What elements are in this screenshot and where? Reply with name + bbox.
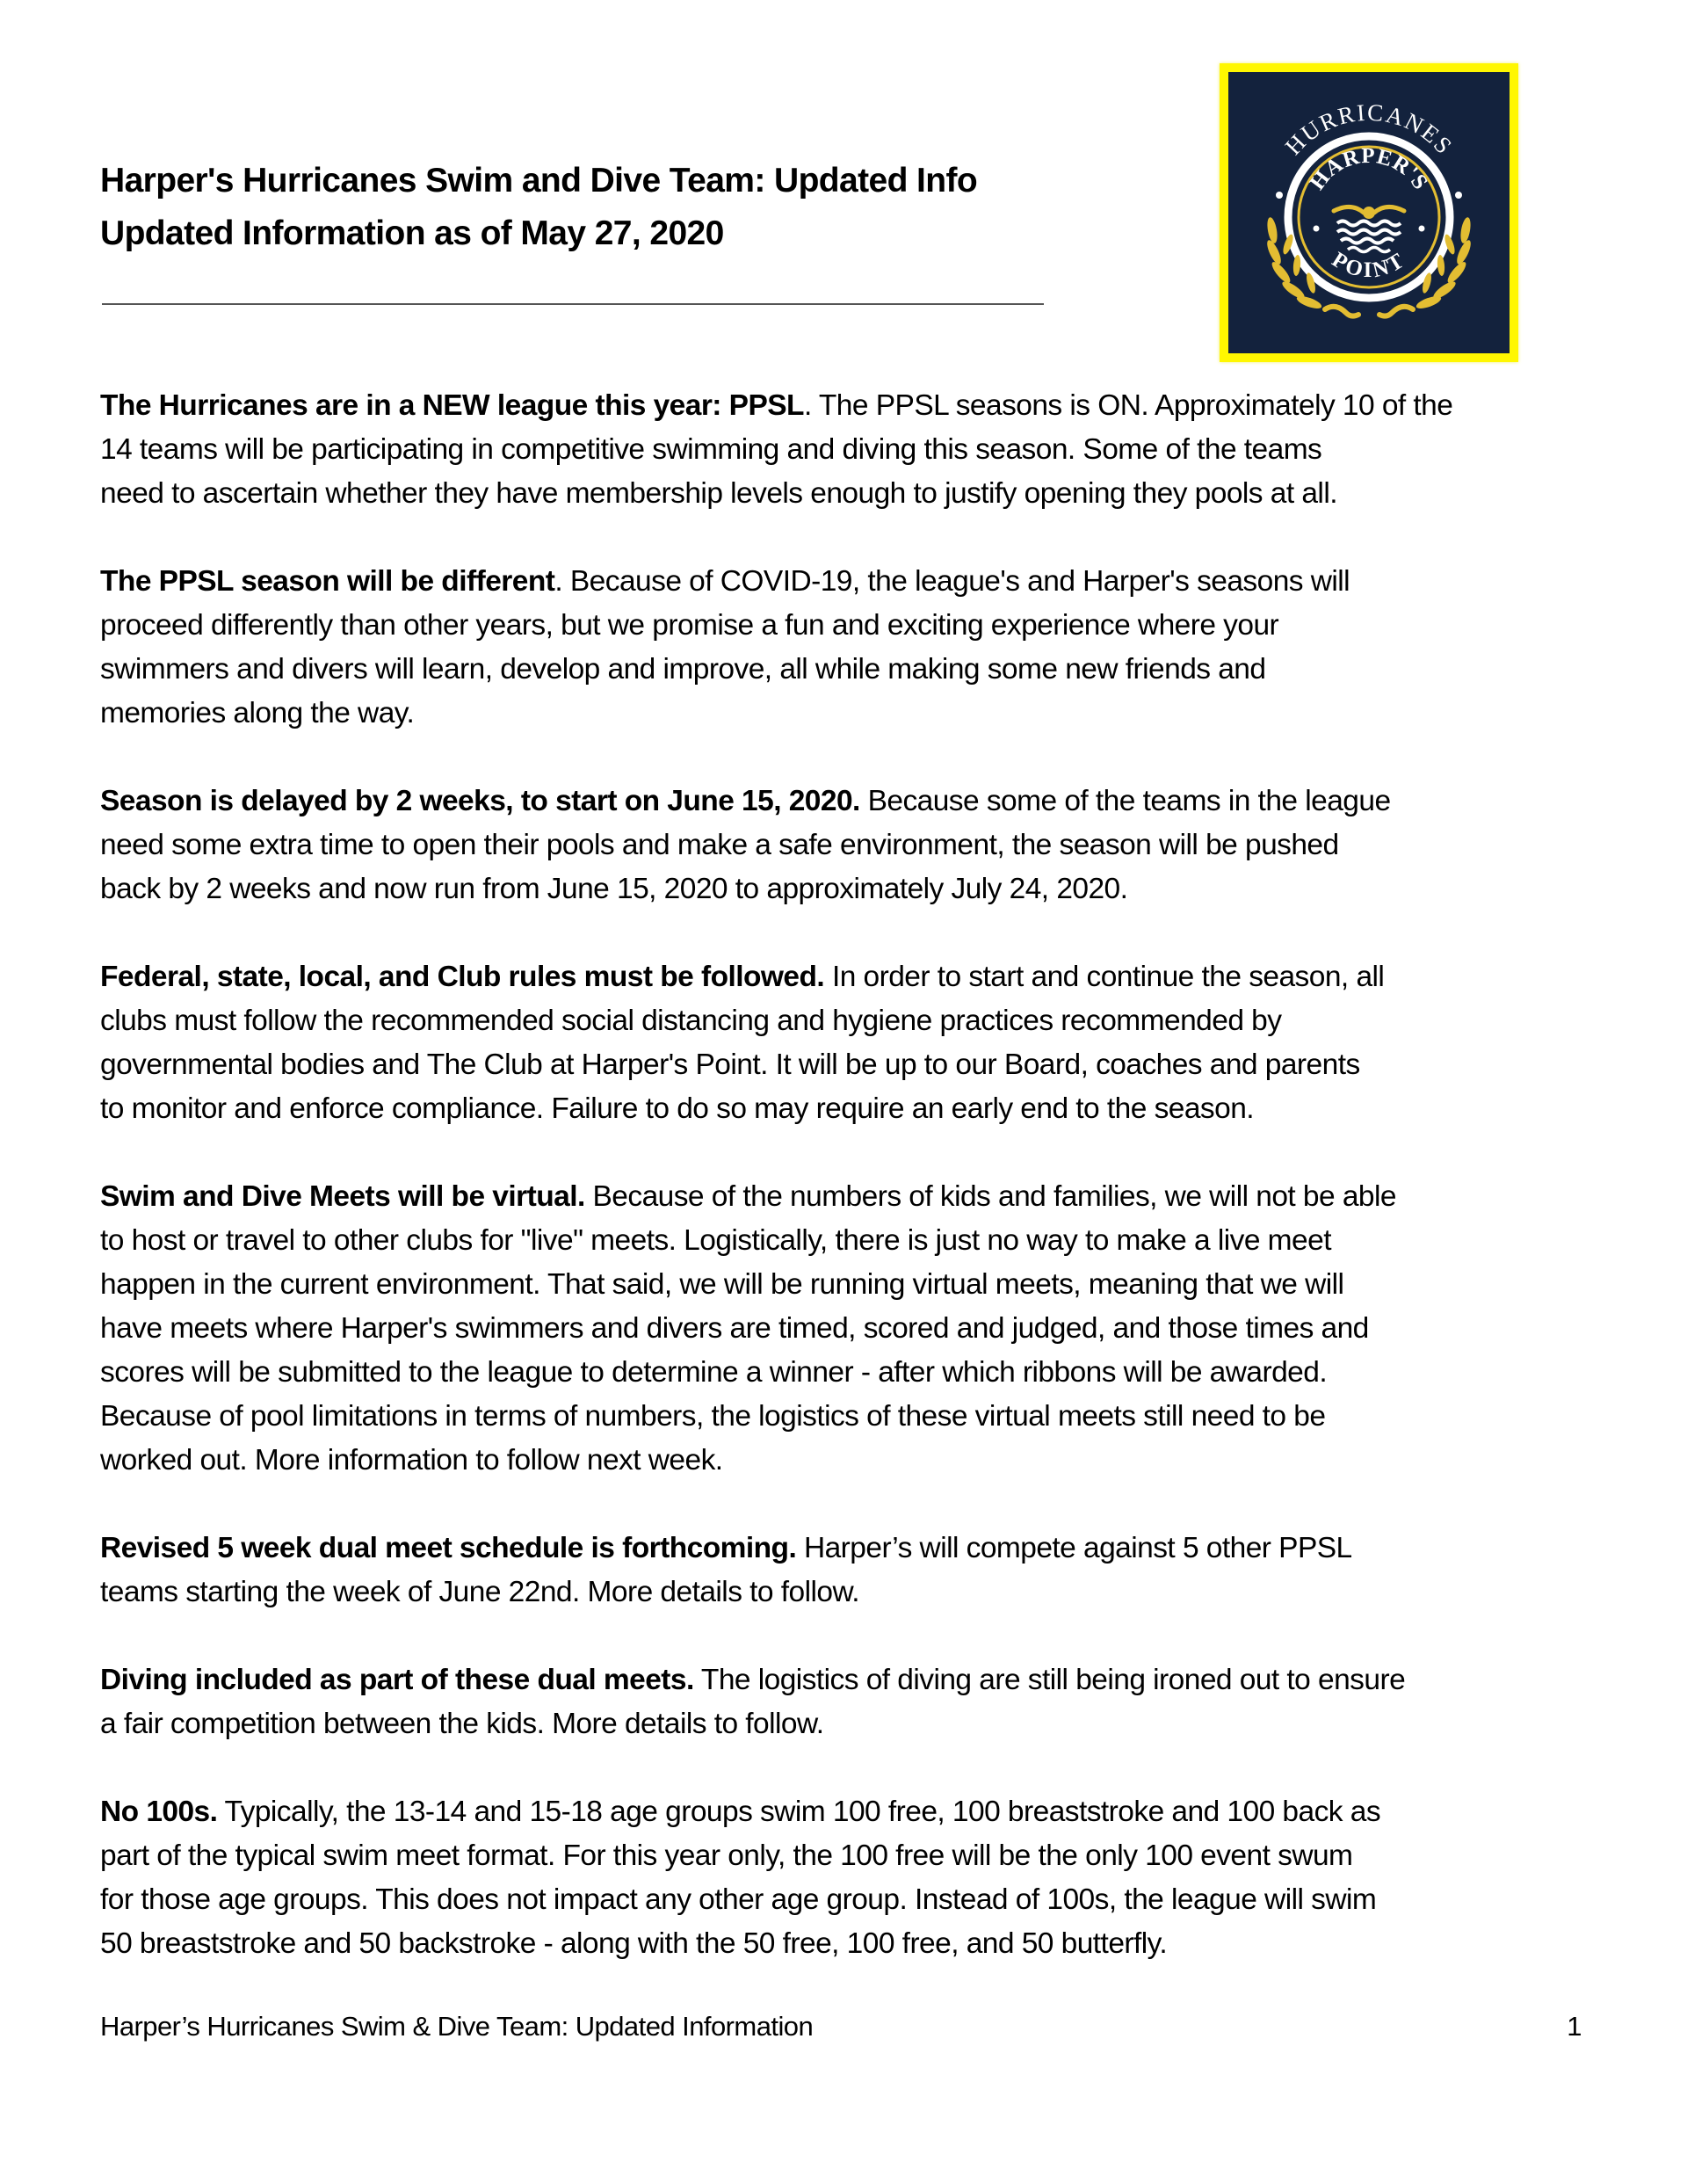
hurricanes-crest-icon [1228,72,1510,353]
paragraph-heading: Swim and Dive Meets will be virtual. [100,1180,585,1213]
text-line: swimmers and divers will learn, develop and improve, all while making some new friends and [100,653,1266,686]
text-line: part of the typical swim meet format. For this year only, the 100 free will be the only 100 event swum [100,1839,1353,1872]
paragraph-heading: The Hurricanes are in a NEW league this year: PPSL [100,389,804,422]
svg-text:POINT: POINT [1328,247,1410,283]
text-line: a fair competition between the kids. More details to follow. [100,1708,824,1740]
text-line: need some extra time to open their pools and make a safe environment, the season will be pushed [100,829,1339,861]
text-line: scores will be submitted to the league to determine a winner - after which ribbons will be awarded. [100,1356,1328,1389]
text-line: for those age groups. This does not impact any other age group. Instead of 100s, the league will swim [100,1883,1377,1916]
text-line: memories along the way. [100,697,415,729]
svg-text:HURRICANES: HURRICANES [1279,98,1459,161]
text-line: Federal, state, local, and Club rules must be followed. In order to start and continue the season, all [100,961,1385,993]
header-divider [102,303,1044,305]
paragraph-diving-included [100,1658,1594,1746]
page-header [100,155,1137,260]
text-line: The Hurricanes are in a NEW league this year: PPSL. The PPSL seasons is ON. Approximately 10 of the [100,389,1453,422]
paragraph-heading: Diving included as part of these dual meets. [100,1664,694,1696]
text-line: back by 2 weeks and now run from June 15, 2020 to approximately July 24, 2020. [100,873,1128,905]
text-line: need to ascertain whether they have membership levels enough to justify opening they pools at all. [100,477,1337,510]
text-line: No 100s. Typically, the 13-14 and 15-18 age groups swim 100 free, 100 breaststroke and 100 back as [100,1796,1381,1828]
paragraph-season-different [100,560,1594,736]
paragraph-heading: No 100s. [100,1796,218,1828]
text-line: governmental bodies and The Club at Harper's Point. It will be up to our Board, coaches and parents [100,1048,1360,1081]
paragraph-revised-schedule [100,1527,1594,1614]
paragraph-season-delayed [100,780,1594,911]
text-line: 50 breaststroke and 50 backstroke - along with the 50 free, 100 free, and 50 butterfly. [100,1927,1168,1960]
text-line: The PPSL season will be different. Because of COVID-19, the league's and Harper's seasons will [100,565,1350,598]
text-line: 14 teams will be participating in competitive swimming and diving this season. Some of the teams [100,433,1322,466]
text-line: to monitor and enforce compliance. Failure to do so may require an early end to the season. [100,1092,1255,1125]
paragraph-rules-followed [100,955,1594,1131]
paragraph-heading: Federal, state, local, and Club rules must be followed. [100,961,825,993]
text-line: clubs must follow the recommended social distancing and hygiene practices recommended by [100,1005,1282,1037]
text-line: have meets where Harper's swimmers and divers are timed, scored and judged, and those times and [100,1312,1369,1345]
text-line: teams starting the week of June 22nd. More details to follow. [100,1576,859,1608]
paragraph-virtual-meets [100,1175,1594,1483]
paragraph-no-100s [100,1790,1594,1966]
text-line: Diving included as part of these dual meets. The logistics of diving are still being ironed out to ensure [100,1664,1406,1696]
text-line: proceed differently than other years, but we promise a fun and exciting experience where your [100,609,1279,642]
paragraph-new-league [100,384,1594,516]
page-footer [100,2007,1582,2046]
document-body [100,384,1594,2010]
page-number: 1 [1567,2011,1582,2042]
text-line: Season is delayed by 2 weeks, to start on June 15, 2020. Because some of the teams in the league [100,785,1391,817]
logo-background [1228,72,1510,353]
text-line: to host or travel to other clubs for "live" meets. Logistically, there is just no way to make a live meet [100,1224,1331,1257]
text-line: Revised 5 week dual meet schedule is forthcoming. Harper’s will compete against 5 other PPSL [100,1532,1352,1564]
page-subtitle: Updated Information as of May 27, 2020 [100,214,724,252]
paragraph-heading: Revised 5 week dual meet schedule is forthcoming. [100,1532,797,1564]
page-title: Harper's Hurricanes Swim and Dive Team: Updated Info [100,162,978,200]
svg-text:HARPER'S: HARPER'S [1305,143,1433,195]
text-line: worked out. More information to follow next week. [100,1444,723,1477]
paragraph-heading: Season is delayed by 2 weeks, to start on June 15, 2020. [100,785,860,817]
text-line: happen in the current environment. That said, we will be running virtual meets, meaning that we will [100,1268,1344,1301]
team-logo [1220,63,1518,362]
text-line: Because of pool limitations in terms of numbers, the logistics of these virtual meets still need to be [100,1400,1326,1433]
paragraph-heading: The PPSL season will be different [100,565,555,598]
footer-title: Harper’s Hurricanes Swim & Dive Team: Updated Information [100,2011,814,2042]
text-line: Swim and Dive Meets will be virtual. Because of the numbers of kids and families, we will not be able [100,1180,1396,1213]
